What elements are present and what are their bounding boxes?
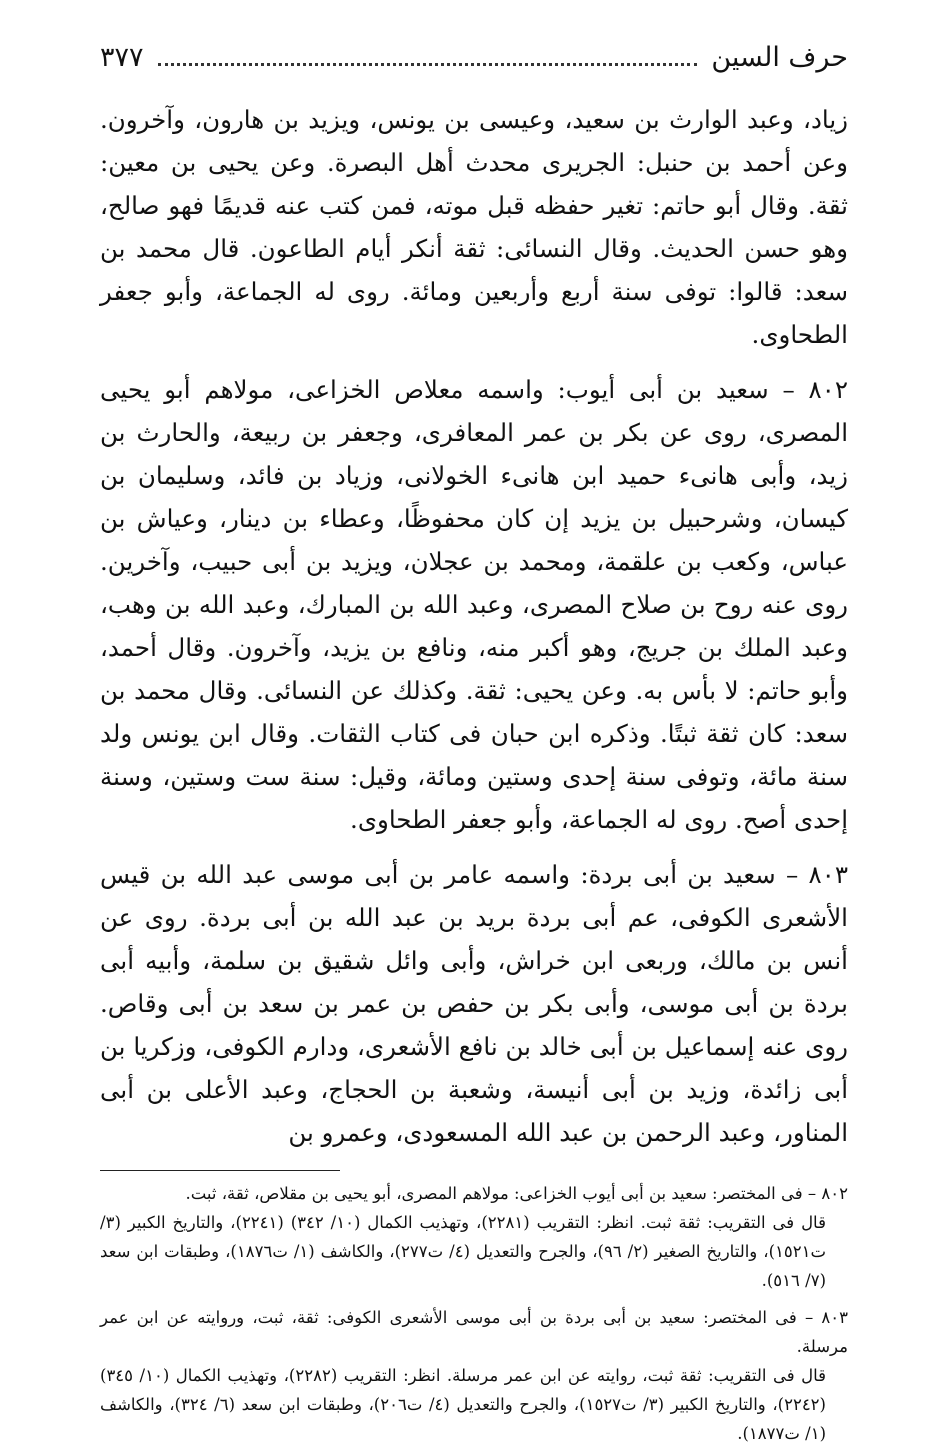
running-header — [100, 42, 848, 86]
footnote-references: قال فى التقريب: ثقة ثبت، روايته عن ابن عمر مرسلة. انظر: التقريب (٢٢٨٢)، وتهذيب الكمال (١٠/ ٣٤٥) (٢٢٤٢)، والتاريخ الكبير (٣/ ت١٥٢٧)، والجرح والتعديل (٤/ ت٢٠٦)، وطبقات ابن سعد (٦/ ٣٢٤)، والكاشف (١/ ت١٨٧٧). — [100, 1366, 826, 1443]
main-text — [100, 98, 848, 1154]
entry-802: ٨٠٢ – سعيد بن أبى أيوب: واسمه معلاص الخزاعى، مولاهم أبو يحيى المصرى، روى عن بكر بن عمر المعافرى، وجعفر بن ربيعة، والحارث بن زيد، وأبى هانىء حميد ابن هانىء الخولانى، وزياد بن فائد، وسليمان بن كيسان، وشرحبيل بن يزيد إن كان محفوظًا، وعطاء بن دينار، وعياش بن عباس، وكعب بن علقمة، ومحمد بن عجلان، ويزيد بن أبى حبيب، وآخرين. روى عنه روح بن صلاح المصرى، وعبد الله بن المبارك، وعبد الله بن وهب، وعبد الملك بن جريج، وهو أكبر منه، ونافع بن يزيد، وآخرون. وقال أحمد، وأبو حاتم: لا بأس به. وعن يحيى: ثقة. وكذلك عن النسائى. وقال محمد بن سعد: كان ثقة ثبتًا. وذكره ابن حبان فى كتاب الثقات. وقال ابن يونس ولد سنة مائة، وتوفى سنة إحدى وستين ومائة، وقيل: سنة ست وستين، وسنة إحدى أصح. روى له الجماعة، وأبو جعفر الطحاوى. — [100, 375, 848, 834]
footnote-references: قال فى التقريب: ثقة ثبت. انظر: التقريب (٢٢٨١)، وتهذيب الكمال (١٠/ ٣٤٢) (٢٢٤١)، والتاريخ الكبير (٣/ ت١٥٢١)، والتاريخ الصغير (٢/ ٩٦)، والجرح والتعديل (٤/ ت٢٧٧)، والكاشف (١/ ت١٨٧٦)، وطبقات ابن سعد (٧/ ٥١٦). — [100, 1213, 827, 1290]
footnotes — [100, 1179, 848, 1448]
footnote-802 — [100, 1179, 848, 1295]
page-number: ٣٧٧ — [100, 42, 144, 73]
footnote-803 — [100, 1303, 848, 1448]
footnote-separator — [100, 1170, 340, 1171]
paragraph-continuation: زياد، وعبد الوارث بن سعيد، وعيسى بن يونس، ويزيد بن هارون، وآخرون. وعن أحمد بن حنبل: الجريرى محدث أهل البصرة. وعن يحيى بن معين: ثقة. وقال أبو حاتم: تغير حفظه قبل موته، فمن كتب عنه قديمًا فهو صالح، وهو حسن الحديث. وقال النسائى: ثقة أنكر أيام الطاعون. قال محمد بن سعد: قالوا: توفى سنة أربع وأربعين ومائة. روى له الجماعة، وأبو جعفر الطحاوى. — [100, 105, 848, 349]
chapter-title: حرف السين — [711, 42, 848, 73]
entry-803: ٨٠٣ – سعيد بن أبى بردة: واسمه عامر بن أبى موسى عبد الله بن قيس الأشعرى الكوفى، عم أبى بردة بريد بن عبد الله بن أبى بردة. روى عن أنس بن مالك، وربعى ابن خراش، وأبى وائل شقيق بن سلمة، وأبيه أبى بردة بن أبى موسى، وأبى بكر بن حفص بن عمر بن سعد بن أبى وقاص. روى عنه إسماعيل بن أبى خالد بن نافع الأشعرى، ودارم الكوفى، وزكريا بن أبى زائدة، وزيد بن أبى أنيسة، وشعبة بن الحجاج، وعبد الأعلى بن أبى المناور، وعبد الرحمن بن عبد الله المسعودى، وعمرو بن — [100, 860, 848, 1147]
footnote-summary: ٨٠٢ – فى المختصر: سعيد بن أبى أيوب الخزاعى: مولاهم المصرى، أبو يحيى بن مقلاص، ثقة، ثبت. — [185, 1184, 848, 1203]
footnote-summary: ٨٠٣ – فى المختصر: سعيد بن أبى بردة بن أبى موسى الأشعرى الكوفى: ثقة، ثبت، وروايته عن ابن عمر مرسلة. — [100, 1308, 848, 1356]
dotted-leader — [158, 45, 698, 66]
